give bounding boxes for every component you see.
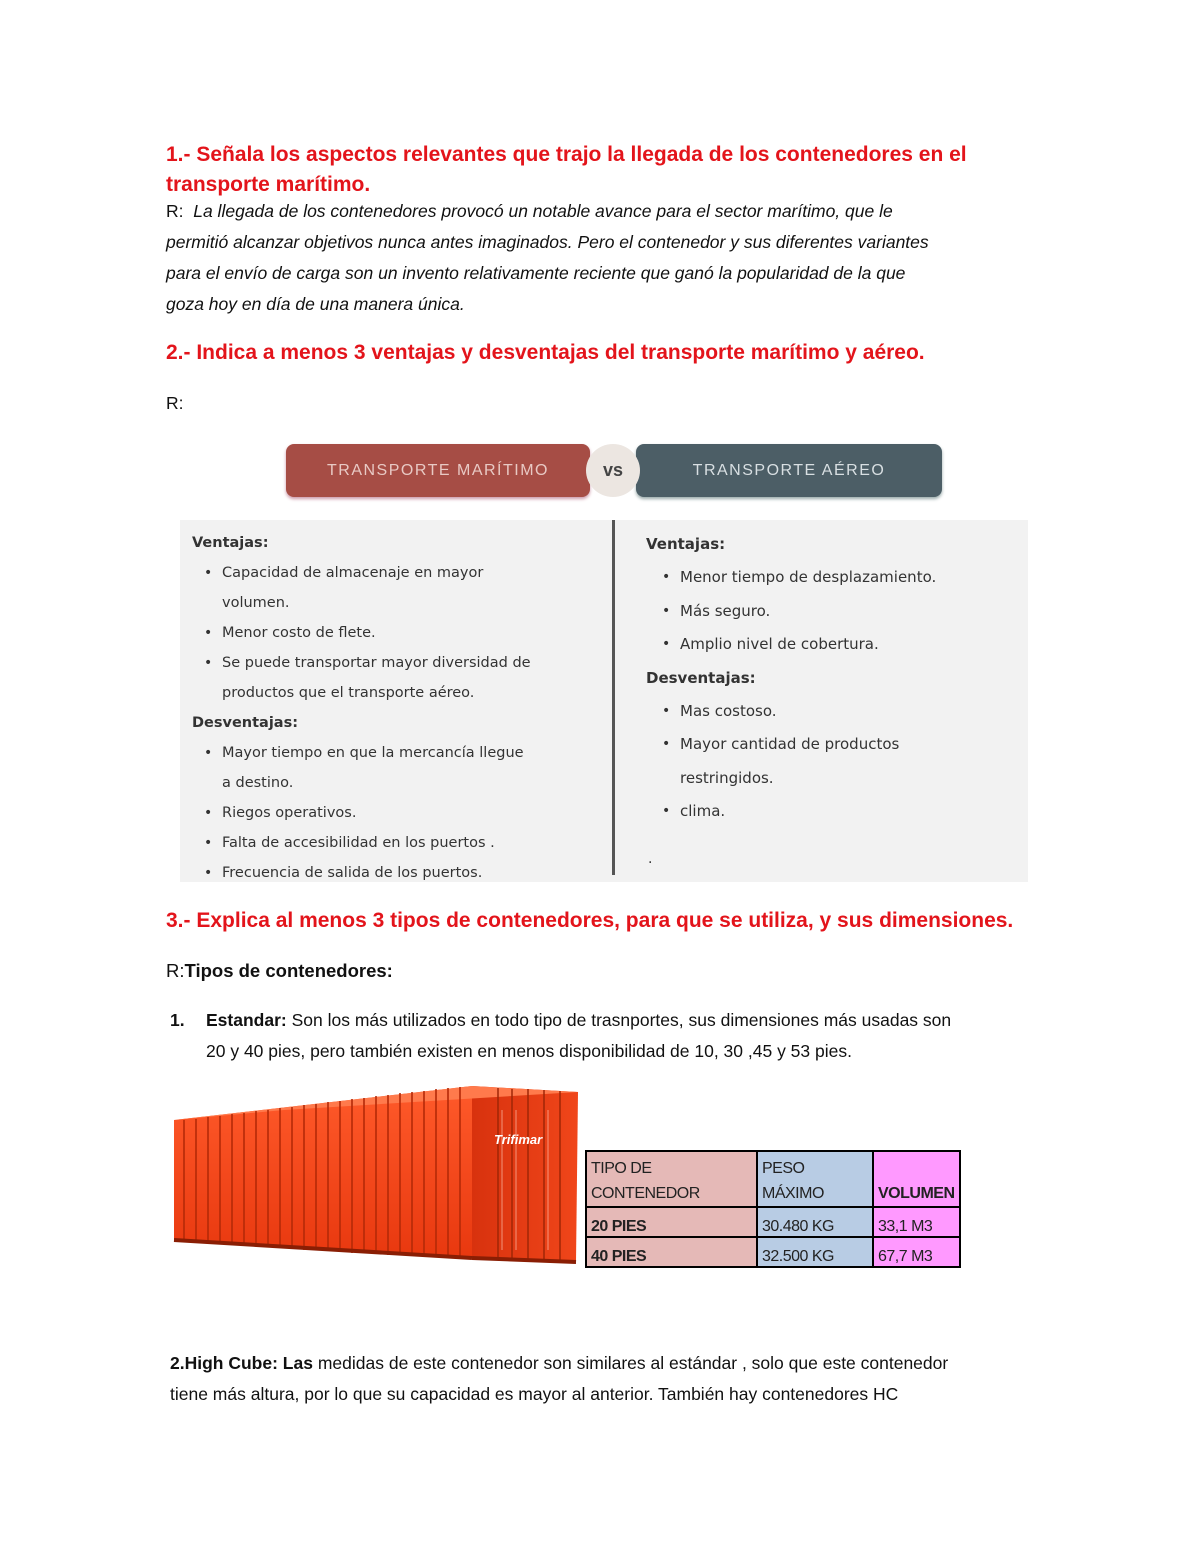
list-item-text: productos que el transporte aéreo.: [222, 685, 475, 701]
trailing-dot: .: [648, 850, 653, 867]
header-line: TIPO DE: [591, 1160, 652, 1177]
list-item-text: restringidos.: [680, 768, 774, 787]
maritime-ventajas-label: Ventajas:: [192, 535, 269, 551]
column-divider: [612, 520, 615, 875]
item-1-number: 1.: [170, 1010, 185, 1030]
table-row: [586, 1207, 960, 1237]
list-item: • Mayor cantidad de productos: [646, 728, 1026, 762]
list-item: • Frecuencia de salida de los puertos.: [192, 858, 612, 888]
vs-badge: vs: [586, 444, 640, 497]
list-item: • Más seguro.: [646, 595, 1026, 629]
item-2-bold-word: Las: [282, 1353, 313, 1373]
list-item: • Menor costo de flete.: [192, 618, 612, 648]
answer-1-line4: goza hoy en día de una manera única.: [166, 294, 465, 314]
answer-text: La llegada de los contenedores provocó un notable avance para el sector marítimo, que le: [193, 201, 893, 221]
list-item-text: volumen.: [222, 595, 290, 611]
item-1-name: Estandar:: [206, 1010, 287, 1030]
question-2-title: 2.- Indica a menos 3 ventajas y desventajas del transporte marítimo y aéreo.: [166, 341, 925, 364]
header-cell-volumen: [873, 1151, 960, 1207]
answer-3-heading: [166, 955, 393, 986]
list-item: • Falta de accesibilidad en los puertos .: [192, 828, 612, 858]
answer-label: R:: [166, 201, 184, 221]
answer-1-line3: para el envío de carga son un invento relativamente reciente que ganó la popularidad de la que: [166, 263, 906, 283]
list-item: • Menor tiempo de desplazamiento.: [646, 561, 1026, 595]
types-heading: Tipos de contenedores:: [184, 960, 393, 981]
question-1-title-line2: transporte marítimo.: [166, 173, 371, 196]
header-line: CONTENEDOR: [591, 1185, 700, 1202]
item-2-line2: tiene más altura, por lo que su capacidad es mayor al anterior. También hay contenedores HC: [170, 1384, 899, 1404]
list-item: • Riegos operativos.: [192, 798, 612, 828]
container-table: [585, 1150, 961, 1268]
maritime-desventajas-label: Desventajas:: [192, 715, 299, 731]
table-cell: 40 PIES: [586, 1237, 757, 1267]
answer-1-line2: permitió alcanzar objetivos nunca antes imaginados. Pero el contenedor y sus diferentes variantes: [166, 232, 929, 252]
item-1-line2: 20 y 40 pies, pero también existen en menos disponibilidad de 10, 30 ,45 y 53 pies.: [206, 1041, 852, 1061]
header-line: PESO: [762, 1160, 805, 1177]
list-item-continuation: [192, 678, 612, 708]
aereo-desventajas-list: [646, 695, 1026, 829]
maritime-header: TRANSPORTE MARÍTIMO: [286, 444, 590, 497]
list-item-text: a destino.: [222, 775, 294, 791]
container-brand: Trifimar: [494, 1132, 543, 1147]
item-2-text: medidas de este contenedor son similares al estándar , solo que este contenedor: [317, 1353, 949, 1373]
answer-label: R:: [166, 960, 185, 981]
table-cell: 67,7 M3: [873, 1237, 960, 1267]
aereo-header: TRANSPORTE AÉREO: [636, 444, 942, 497]
list-item: • Amplio nivel de cobertura.: [646, 628, 1026, 662]
header-line: VOLUMEN: [878, 1185, 955, 1202]
answer-2-label: R:: [166, 393, 184, 413]
header-line: MÁXIMO: [762, 1185, 824, 1202]
list-item: • Mas costoso.: [646, 695, 1026, 729]
item-1-text: Son los más utilizados en todo tipo de trasnportes, sus dimensiones más usadas son: [291, 1010, 952, 1030]
comparison-panel: [180, 520, 1028, 882]
aereo-column: [646, 528, 1026, 867]
table-row: [586, 1237, 960, 1267]
aereo-desventajas-label: Desventajas:: [646, 668, 756, 687]
list-item-continuation: [192, 588, 612, 618]
question-1-title-line1: 1.- Señala los aspectos relevantes que trajo la llegada de los contenedores en el: [166, 143, 967, 166]
table-cell: 32.500 KG: [757, 1237, 873, 1267]
aereo-ventajas-list: [646, 561, 1026, 662]
item-1-line1: [206, 1005, 1036, 1036]
list-item: • clima.: [646, 795, 1026, 829]
table-cell: 20 PIES: [586, 1207, 757, 1237]
list-item: • Mayor tiempo en que la mercancía llegue: [192, 738, 612, 768]
header-cell-tipo: [586, 1151, 757, 1207]
header-cell-peso: [757, 1151, 873, 1207]
maritime-ventajas-list: [192, 558, 612, 708]
question-3-title: 3.- Explica al menos 3 tipos de contenedores, para que se utiliza, y sus dimensiones.: [166, 909, 1014, 932]
table-cell: 33,1 M3: [873, 1207, 960, 1237]
list-item-continuation: [192, 768, 612, 798]
list-item-continuation: [646, 762, 1026, 796]
maritime-column: [192, 528, 612, 888]
item-2-line1: [170, 1348, 948, 1379]
aereo-ventajas-label: Ventajas:: [646, 535, 726, 553]
container-image: [172, 1080, 582, 1276]
list-item: • Capacidad de almacenaje en mayor: [192, 558, 612, 588]
answer-1-line1: [166, 196, 893, 227]
comparison-graphic: [180, 440, 1030, 885]
item-2-name: 2.High Cube:: [170, 1353, 278, 1373]
maritime-desventajas-list: [192, 738, 612, 888]
table-header-row: [586, 1151, 960, 1207]
table-cell: 30.480 KG: [757, 1207, 873, 1237]
list-item: • Se puede transportar mayor diversidad de: [192, 648, 612, 678]
